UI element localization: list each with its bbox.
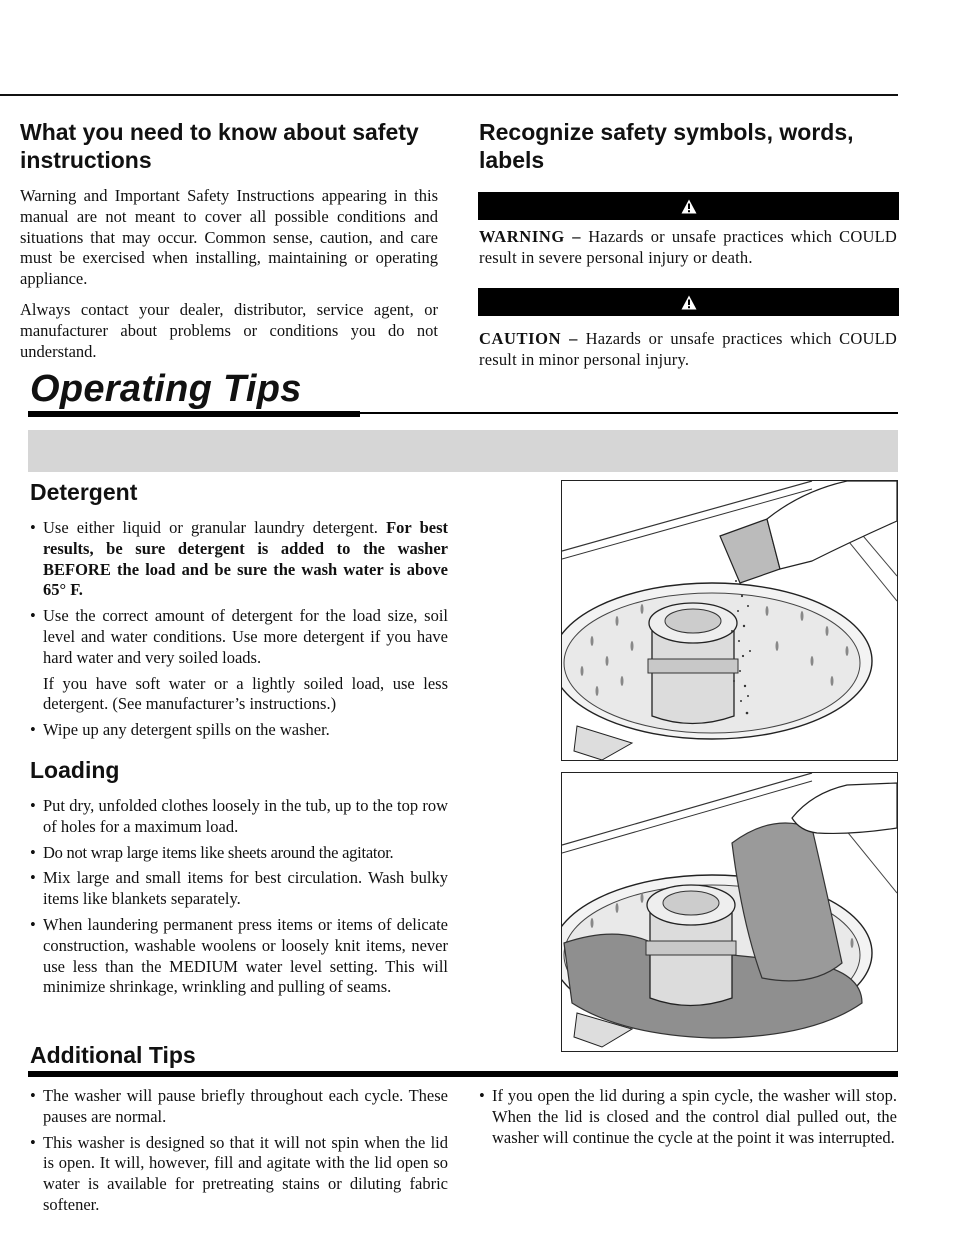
detergent-list: [30, 518, 448, 741]
safety-paragraph-2: Always contact your dealer, distributor, service agent, or manufacturer about problems or conditions you do not understand.: [20, 299, 438, 361]
detergent-tip-2-sub: If you have soft water or a lightly soiled load, use less detergent. (See manufacturer’s instructions.): [43, 673, 448, 714]
list-item: • Do not wrap large items like sheets around the agitator.: [30, 843, 448, 864]
caution-text: Hazards or unsafe practices which COULD result in minor personal injury.: [479, 329, 897, 369]
additional-tips-heading: Additional Tips: [30, 1042, 196, 1068]
loading-section: [30, 756, 448, 1003]
loading-list: [30, 796, 448, 998]
detergent-tip-3-text: Wipe up any detergent spills on the washer.: [43, 720, 330, 740]
list-item: [30, 720, 448, 741]
caution-signal-bar: [478, 288, 899, 316]
washer-detergent-drawing: [562, 481, 897, 760]
title-rule-thick: [28, 411, 360, 417]
caution-term: CAUTION –: [479, 329, 578, 348]
safety-instructions-section: [20, 118, 438, 362]
list-item: [30, 518, 448, 601]
additional-tips-list-left: [30, 1086, 448, 1216]
loading-heading: Loading: [30, 757, 120, 783]
list-item: • If you open the lid during a spin cycle, the washer will stop. When the lid is closed and the control dial pulled out, the washer will continue the cycle at the point it was interrupted.: [479, 1086, 897, 1148]
safety-paragraph-1: Warning and Important Safety Instructions appearing in this manual are not meant to cover all possible conditions and situations that may occur. Common sense, caution, and care must be exercised when installing, maintaining or operating appliance.: [20, 186, 438, 289]
warning-term: WARNING –: [479, 227, 582, 246]
operating-tips-title: Operating Tips: [30, 368, 302, 410]
detergent-tip-1-text: Use either liquid or granular laundry detergent.: [43, 518, 387, 537]
gray-band: [28, 430, 898, 472]
safety-symbols-section: [479, 118, 897, 174]
additional-tips-left: [30, 1086, 448, 1221]
detergent-tip-1-bold: For best results, be sure detergent is added to the washer BEFORE the load and be sure the wash water is above 65° F.: [43, 518, 448, 600]
list-item: • Mix large and small items for best circulation. Wash bulky items like blankets separately.: [30, 868, 448, 910]
additional-tips-right: [479, 1086, 897, 1153]
detergent-section: [30, 478, 448, 746]
safety-symbols-heading: Recognize safety symbols, words, labels: [479, 119, 854, 173]
warning-signal-bar: [478, 192, 899, 220]
list-item: • This washer is designed so that it will not spin when the lid is open. It will, however, fill and agitate with the lid open so water is available for pretreating stains or diluting fabric softener.: [30, 1133, 448, 1216]
warning-text: Hazards or unsafe practices which COULD result in severe personal injury or death.: [479, 227, 897, 267]
list-item: [30, 606, 448, 715]
detergent-illustration: [561, 480, 898, 761]
additional-tips-list-right: [479, 1086, 897, 1148]
warning-triangle-icon: [681, 295, 697, 310]
top-divider: [0, 94, 898, 96]
additional-tips-rule: [28, 1071, 898, 1077]
warning-triangle-icon: [681, 199, 697, 214]
list-item: • Put dry, unfolded clothes loosely in the tub, up to the top row of holes for a maximum load.: [30, 796, 448, 838]
loading-illustration: [561, 772, 898, 1052]
washer-loading-drawing: [562, 773, 897, 1051]
safety-instructions-heading: What you need to know about safety instructions: [20, 119, 419, 173]
detergent-heading: Detergent: [30, 479, 138, 505]
list-item: • When laundering permanent press items or items of delicate construction, washable woolens or loosely knit items, never use less than the MEDIUM water level setting. This will minimize shrinkage, wrinkling and pulling of seams.: [30, 915, 448, 998]
caution-description: [479, 328, 897, 370]
list-item: • The washer will pause briefly throughout each cycle. These pauses are normal.: [30, 1086, 448, 1128]
detergent-tip-2-text: Use the correct amount of detergent for the load size, soil level and water conditions. Use more detergent if you have hard water and very soiled loads.: [43, 606, 448, 667]
warning-description: [479, 226, 897, 268]
